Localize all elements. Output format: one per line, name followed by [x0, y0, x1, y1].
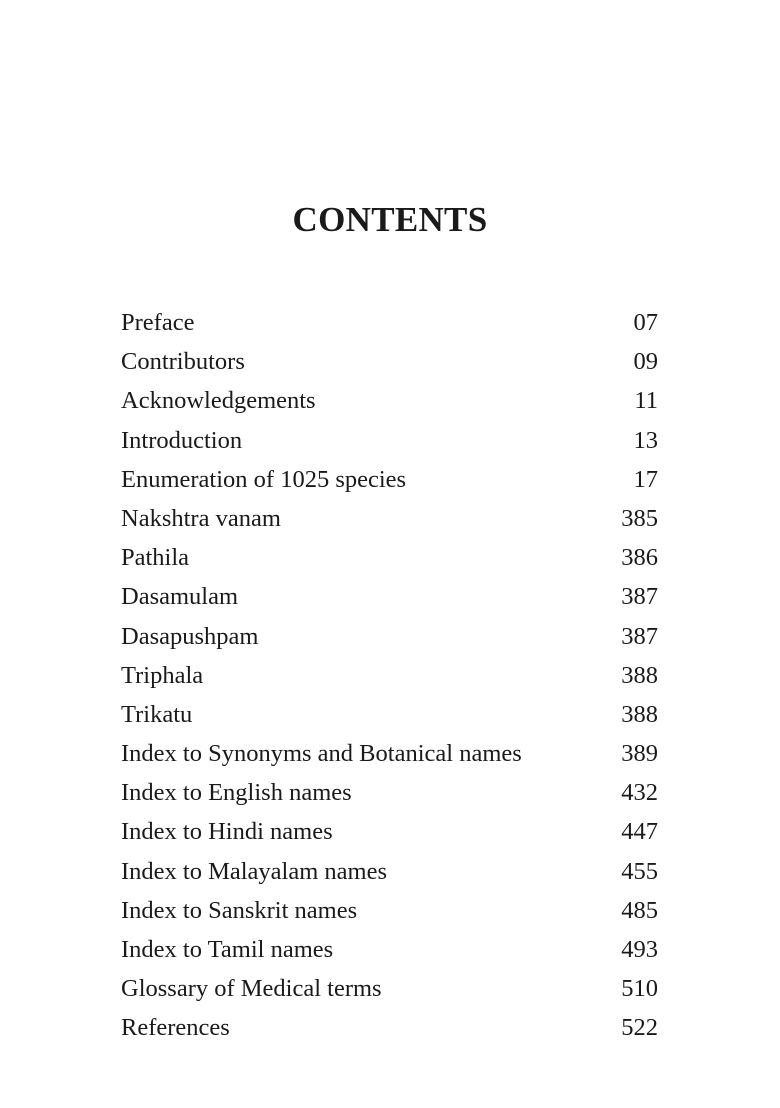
toc-entry: [121, 698, 658, 737]
toc-entry-label: Introduction: [121, 426, 243, 454]
toc-entry-label: Index to Synonyms and Botanical names: [121, 740, 522, 768]
toc-entry-label: Glossary of Medical terms: [121, 975, 382, 1003]
toc-entry-page: 447: [621, 818, 658, 846]
toc-entry-page: 432: [621, 779, 658, 807]
toc-entry-label: Index to Hindi names: [121, 818, 333, 846]
toc-entry-page: 455: [621, 857, 658, 885]
table-of-contents: [121, 306, 658, 1051]
toc-entry-label: Enumeration of 1025 species: [121, 465, 407, 493]
toc-entry-page: 07: [633, 309, 658, 336]
toc-entry-page: 386: [621, 544, 658, 572]
toc-entry-label: Index to Malayalam names: [121, 857, 388, 885]
toc-entry-label: Dasapushpam: [121, 622, 259, 650]
toc-entry-label: Preface: [121, 309, 195, 336]
toc-entry-page: 388: [621, 661, 658, 689]
toc-entry-page: 493: [621, 936, 658, 963]
toc-entry-page: 510: [621, 975, 658, 1003]
toc-entry-page: 388: [621, 700, 658, 728]
toc-entry-page: 09: [633, 348, 658, 376]
toc-entry-page: 387: [621, 583, 658, 611]
toc-entry: [121, 972, 658, 1011]
toc-entry: [121, 1011, 658, 1050]
toc-entry: [121, 894, 658, 933]
toc-entry-label: Nakshtra vanam: [121, 504, 281, 532]
toc-entry-page: 385: [621, 504, 658, 532]
toc-entry: [121, 855, 658, 894]
toc-entry-page: 485: [621, 896, 658, 924]
toc-entry: [121, 776, 658, 815]
toc-entry-label: Dasamulam: [121, 583, 239, 611]
toc-entry-label: Index to Tamil names: [121, 936, 334, 963]
toc-entry-label: Triphala: [121, 661, 204, 689]
toc-entry-label: References: [121, 1014, 230, 1042]
toc-entry: [121, 384, 658, 423]
toc-entry: [121, 424, 658, 463]
toc-entry-label: Trikatu: [121, 700, 193, 728]
toc-entry-label: Contributors: [121, 348, 245, 376]
toc-entry-page: 11: [634, 387, 658, 415]
toc-entry: [121, 815, 658, 854]
toc-entry: [121, 933, 658, 972]
toc-entry-label: Pathila: [121, 544, 190, 572]
toc-entry-page: 13: [633, 426, 658, 454]
toc-entry: [121, 502, 658, 541]
toc-entry: [121, 580, 658, 619]
toc-entry: [121, 620, 658, 659]
toc-entry-label: Acknowledgements: [121, 387, 316, 415]
toc-entry-label: Index to English names: [121, 779, 352, 807]
page-title: CONTENTS: [292, 200, 488, 239]
toc-entry-page: 17: [633, 465, 658, 493]
toc-entry-page: 387: [621, 622, 658, 650]
toc-entry-label: Index to Sanskrit names: [121, 896, 358, 924]
toc-entry: [121, 541, 658, 580]
toc-entry: [121, 737, 658, 776]
toc-entry: [121, 306, 658, 345]
toc-entry: [121, 659, 658, 698]
toc-entry: [121, 463, 658, 502]
toc-entry-page: 389: [621, 740, 658, 768]
toc-entry: [121, 345, 658, 384]
toc-entry-page: 522: [621, 1014, 658, 1042]
